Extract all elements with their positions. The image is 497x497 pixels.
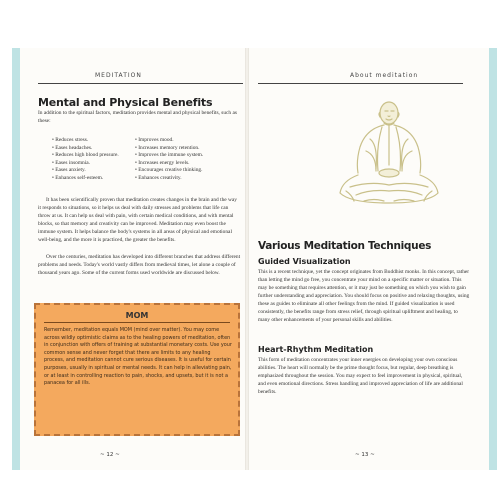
list-item: • Improves mood. [135, 137, 235, 145]
sidebar-divider [44, 322, 230, 323]
list-item: • Enhances self-esteem. [52, 175, 132, 183]
sidebar-text: Remember, meditation equals MOM (mind over matter). You may come across wildly optimistic claims as to the healing powers of meditation, often in conjunction with offers of training at substantial monetary costs. Use your common sense and never forget that there are limits to any healing process, and meditation cannot cure serious diseases. It is useful for certain purposes, usually in spiritual or mental needs. It can help in alleviating pain, or at least in controlling reaction to pain, shocks, and upsets, but it is not a panacea for all ills. [44, 327, 232, 387]
left-running-head: MEDITATION [95, 72, 142, 79]
subheading-heart-rhythm: Heart-Rhythm Meditation [258, 345, 374, 354]
benefits-list-left [52, 137, 132, 183]
subheading-guided-visualization: Guided Visualization [258, 257, 351, 266]
page-number-left: ~ 12 ~ [100, 452, 120, 458]
meditating-monk-illustration [320, 95, 458, 215]
list-item: • Reduces high blood pressure. [52, 152, 132, 160]
list-item: • Eases anxiety. [52, 167, 132, 175]
heart-rhythm-paragraph: This form of meditation concentrates your inner energies on developing your own conscious abilities. The heart will normally be the prime thought focus, but regular, deep breathing is emphasized throughout the session. You may expect to feel improvement in physical, spiritual, and even emotional directions. Stress handling and improved appreciation of life are additional benefits. [258, 357, 463, 395]
body-paragraph-brain: It has been scientifically proven that meditation creates changes in the brain and the way it responds to situations, so it helps us deal with daily stresses and problems that life can throw at us. It can help us deal with pain, with certain medical conditions, and with mental blocks, so that memory and creativity can be improved. Meditation may even boost the immune system. It helps balance the body's systems in all areas of physical and emotional well-being, and the more it is practiced, the greater the benefits. [38, 197, 237, 243]
list-item: • Encourages creative thinking. [135, 167, 235, 175]
intro-paragraph: In addition to the spiritual factors, meditation provides mental and physical benefits, such as these: [38, 110, 237, 124]
list-item: • Eases insomnia. [52, 160, 132, 168]
mom-sidebar-box [34, 303, 240, 436]
section-heading-mental-benefits: Mental and Physical Benefits [38, 96, 213, 109]
benefits-list-right [135, 137, 235, 183]
list-item: • Improves the immune system. [135, 152, 235, 160]
list-item: • Increases memory retention. [135, 145, 235, 153]
sidebar-title: MOM [125, 311, 149, 320]
body-paragraph-centuries: Over the centuries, meditation has developed into different branches that address different problems and needs. Today's world vastly differs from medieval times, let alone a couple of thousand years ago. Some of the current forms used worldwide are discussed below. [38, 254, 241, 276]
list-item: • Eases headaches. [52, 145, 132, 153]
list-item: • Reduces stress. [52, 137, 132, 145]
right-running-head: About meditation [350, 72, 419, 79]
page-number-right: ~ 13 ~ [355, 452, 375, 458]
left-header-rule [38, 83, 243, 84]
right-header-rule [258, 83, 463, 84]
list-item: • Increases energy levels. [135, 160, 235, 168]
guided-visualization-paragraph: This is a recent technique, yet the concept originates from Buddhist monks. In this concept, rather than letting the mind go free, you concentrate your mind on a specific matter or situation. This may be something that requires attention, or it may just be something on which you wish to gain further understanding and appreciation. You should focus on positive and relaxing thoughts, using these as guides to eliminate all other feelings from the mind. If guided visualization is used consistently, the benefits range from stress relief, through spiritual upliftment and healing, to many other enhancements of your personal skills and abilities. [258, 269, 470, 323]
section-heading-techniques: Various Meditation Techniques [258, 240, 432, 252]
list-item: • Enhances creativity. [135, 175, 235, 183]
